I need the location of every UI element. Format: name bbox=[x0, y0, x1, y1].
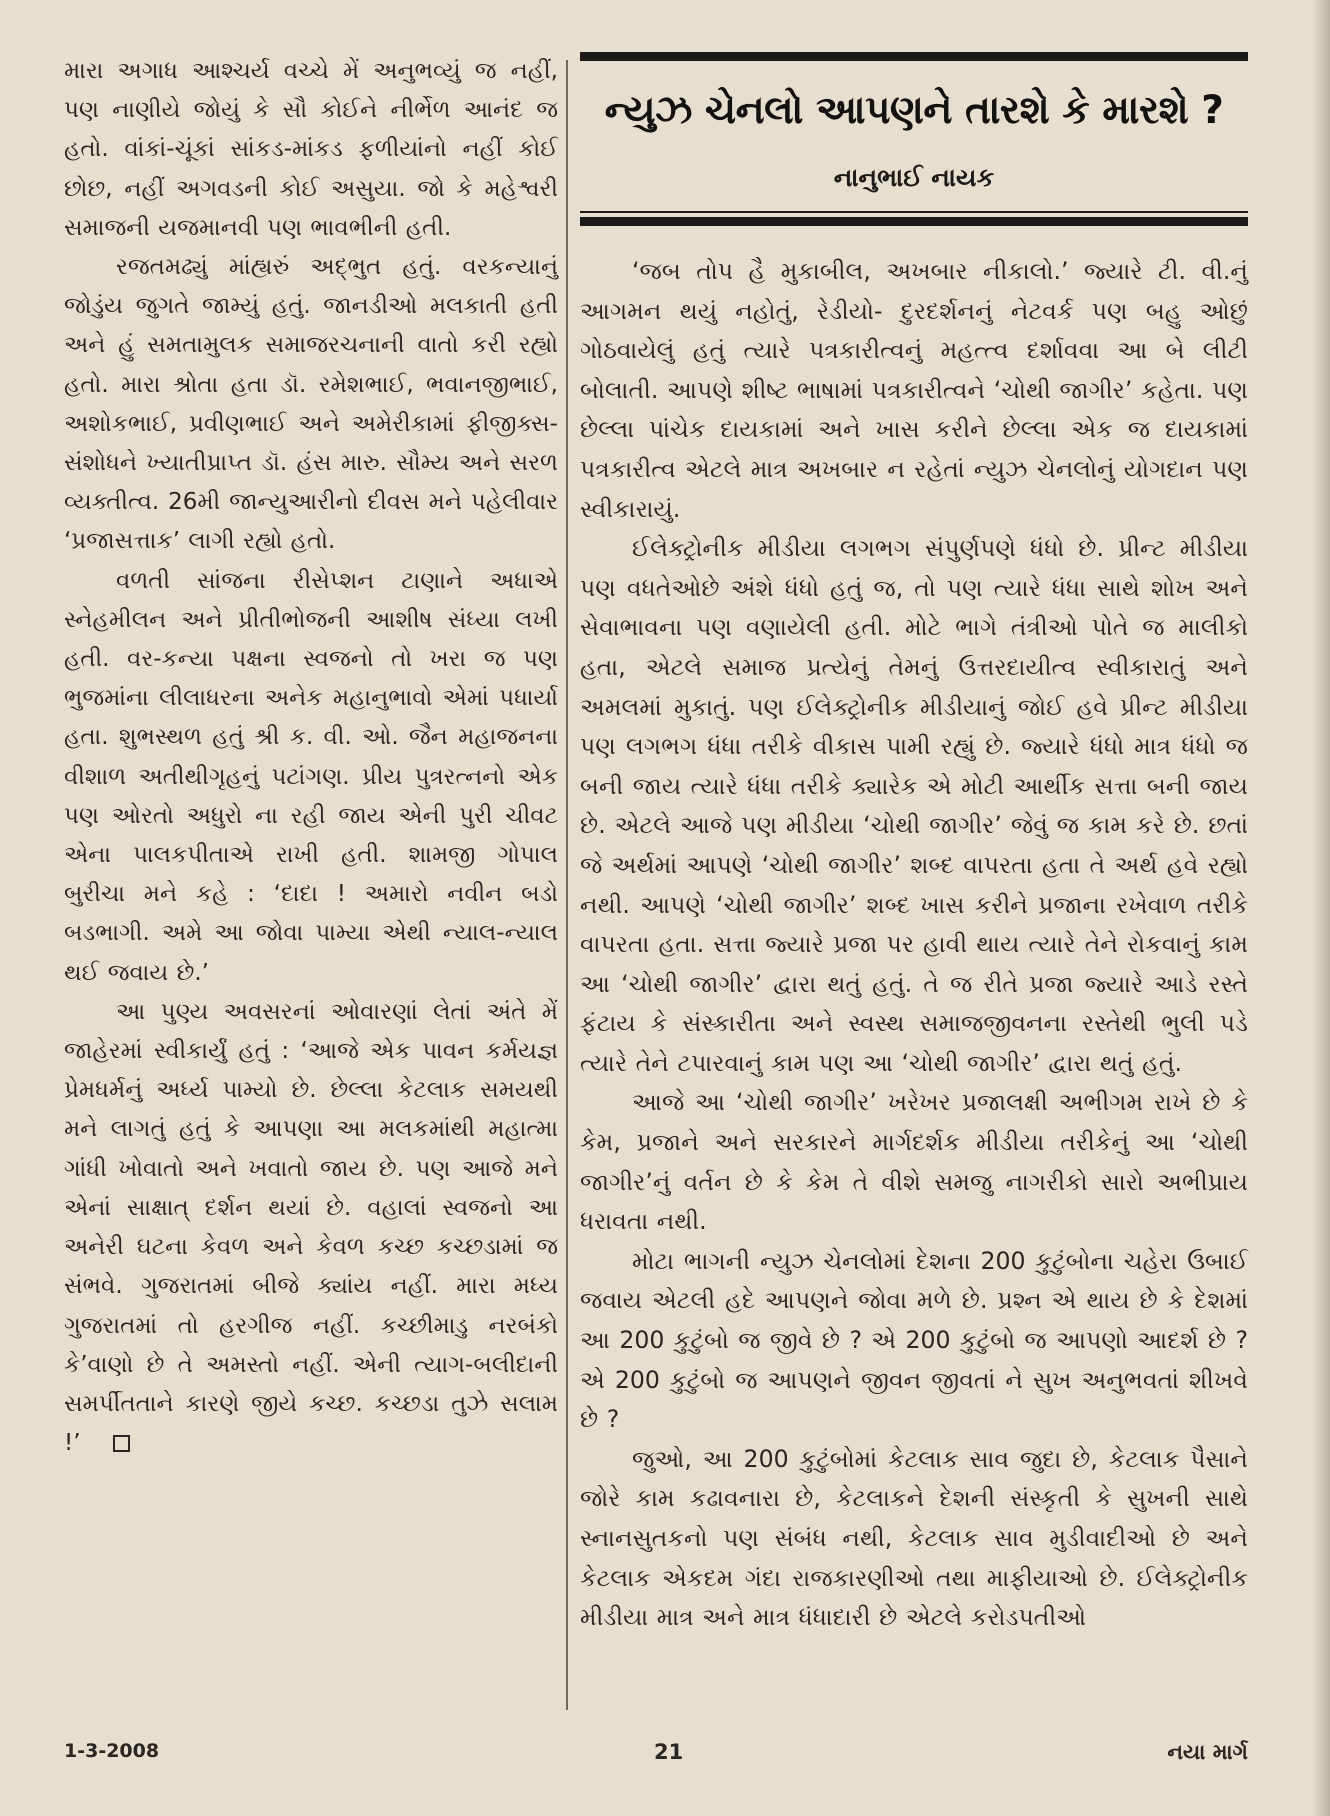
article-header-bottom-rule bbox=[580, 211, 1248, 226]
left-paragraph-4 bbox=[64, 993, 558, 1463]
article-paragraph-4: મોટા ભાગની ન્યુઝ ચેનલોમાં દેશના 200 કુટુંબોના ચહેરા ઉબાઈ જવાય એટલી હદે આપણને જોવા મળે છે. પ્રશ્ન એ થાય છે કે દેશમાં આ 200 કુટુંબો જ જીવે છે ? એ 200 કુટુંબો જ આપણો આદર્શ છે ? એ 200 કુટુંબો જ આપણને જીવન જીવતાં ને સુખ અનુભવતાં શીખવે છે ? bbox=[580, 1246, 1248, 1434]
page-footer bbox=[64, 1740, 1248, 1780]
thick-rule bbox=[580, 52, 1248, 61]
left-paragraph-3: વળતી સાંજના રીસેપ્શન ટાણાને અધાએ સ્નેહમીલન અને પ્રીતીભોજની આશીષ સંધ્યા લખી હતી. વર-કન્યા પક્ષના સ્વજનો તો ખરા જ પણ ભુજમાંના લીલાધરના અનેક મહાનુભાવો એમાં પધાર્યા હતા. શુભસ્થળ હતું શ્રી ક. વી. ઓ. જૈન મહાજનના વીશાળ અતીથીગૃહનું પટાંગણ. પ્રીય પુત્રરત્નનો એક પણ ઓરતો અધુરો ના રહી જાય એની પુરી ચીવટ એના પાલકપીતાએ રાખી હતી. શામજી ગોપાલ બુરીચા મને કહે : ‘દાદા ! અમારો નવીન બડો બડભાગી. અમે આ જોવા પામ્યા એથી ન્યાલ-ન્યાલ થઈ જવાય છે.’ bbox=[64, 567, 558, 986]
article-header-top-rule bbox=[580, 52, 1248, 61]
article-title: ન્યુઝ ચેનલો આપણને તારશે કે મારશે ? bbox=[604, 88, 1224, 133]
left-paragraph-2: રજતમઢ્યું માંહ્યરું અદ્ભુત હતું. વરકન્યાનું જોડુંય જુગતે જામ્યું હતું. જાનડીઓ મલકાતી હતી અને હું સમતામુલક સમાજરચનાની વાતો કરી રહ્યો હતો. મારા શ્રોતા હતા ડૉ. રમેશભાઈ, ભવાનજીભાઈ, અશોકભાઈ, પ્રવીણભાઈ અને અમેરીકામાં ફીજીક્સ-સંશોધને ખ્યાતીપ્રાપ્ત ડૉ. હંસ મારુ. સૌમ્ય અને સરળ વ્યક્તીત્વ. 26મી જાન્યુઆરીનો દીવસ મને પહેલીવાર ‘પ્રજાસત્તાક’ લાગી રહ્યો હતો. bbox=[64, 254, 558, 555]
article-paragraph-1: ‘જબ તોપ હૈ મુકાબીલ, અખબાર નીકાલો.’ જ્યારે ટી. વી.નું આગમન થયું નહોતું, રેડીયો- દુરદર્શનનું નેટવર્ક પણ બહુ ઓછું ગોઠવાયેલું હતું ત્યારે પત્રકારીત્વનું મહત્ત્વ દર્શાવવા આ બે લીટી બોલાતી. આપણે શીષ્ટ ભાષામાં પત્રકારીત્વને ‘ચોથી જાગીર’ કહેતા. પણ છેલ્લા પાંચેક દાયકામાં અને ખાસ કરીને છેલ્લા એક જ દાયકામાં પત્રકારીત્વ એટલે માત્ર અખબાર ન રહેતાં ન્યુઝ ચેનલોનું યોગદાન પણ સ્વીકારાયું. bbox=[580, 257, 1248, 523]
thin-rule bbox=[580, 211, 1248, 213]
left-column bbox=[64, 52, 558, 1463]
thick-rule bbox=[580, 217, 1248, 226]
article-paragraph-3: આજે આ ‘ચોથી જાગીર’ ખરેખર પ્રજાલક્ષી અભીગમ રાખે છે કે કેમ, પ્રજાને અને સરકારને માર્ગદર્શક મીડીયા તરીકેનું આ ‘ચોથી જાગીર’નું વર્તન છે કે કેમ તે વીશે સમજુ નાગરીકો સારો અભીપ્રાય ધરાવતા નથી. bbox=[580, 1088, 1248, 1236]
page-number: 21 bbox=[654, 1740, 684, 1764]
magazine-name: નયા માર્ગ bbox=[1167, 1740, 1248, 1764]
article-paragraph-5: જુઓ, આ 200 કુટુંબોમાં કેટલાક સાવ જુદા છે, કેટલાક પૈસાને જોરે કામ કઢાવનારા છે, કેટલાકને દેશની સંસ્કૃતી કે સુખની સાથે સ્નાનસુતકનો પણ સંબંધ નથી, કેટલાક સાવ મુડીવાદીઓ છે અને કેટલાક એકદમ ગંદા રાજકારણીઓ તથા માફીયાઓ છે. ઈલેક્ટ્રોનીક મીડીયા માત્ર અને માત્ર ધંધાદારી છે એટલે કરોડપતીઓ bbox=[580, 1444, 1248, 1632]
issue-date: 1-3-2008 bbox=[64, 1740, 160, 1762]
end-of-article-square-icon bbox=[113, 1435, 130, 1452]
column-divider bbox=[566, 60, 568, 1710]
right-column bbox=[580, 52, 1248, 1638]
left-paragraph-1: મારા અગાધ આશ્ચર્ય વચ્ચે મેં અનુભવ્યું જ નહીં, પણ નાણીયે જોયું કે સૌ કોઈને નીર્ભેળ આનંદ જ હતો. વાંકાં-ચૂંકાં સાંકડ-માંકડ ફળીયાંનો નહીં કોઈ છોછ, નહીં અગવડની કોઈ અસુયા. જો કે મહેશ્વરી સમાજની યજમાનવી પણ ભાવભીની હતી. bbox=[64, 58, 558, 241]
page-edge-shadow bbox=[1312, 0, 1330, 1816]
article-author: નાનુભાઈ નાયક bbox=[833, 163, 995, 192]
left-paragraph-4-text: આ પુણ્ય અવસરનાં ઓવારણાં લેતાં અંતે મેં જાહેરમાં સ્વીકાર્યું હતું : ‘આજે એક પાવન કર્મયજ્ઞ પ્રેમધર્મનું અર્ધ્ય પામ્યો છે. છેલ્લા કેટલાક સમયથી મને લાગતું હતું કે આપણા આ મલકમાંથી મહાત્મા ગાંધી ખોવાતો અને ખવાતો જાય છે. પણ આજે મને એનાં સાક્ષાત્ દર્શન થયાં છે. વહાલાં સ્વજનો આ અનેરી ઘટના કેવળ અને કેવળ કચ્છ કચ્છડામાં જ સંભવે. ગુજરાતમાં બીજે ક્યાંય નહીં. મારા મધ્ય ગુજરાતમાં તો હરગીજ નહીં. કચ્છીમાડુ નરબંકો કે’વાણો છે તે અમસ્તો નહીં. એની ત્યાગ-બલીદાની સમર્પીતતાને કારણે જીયે કચ્છ. કચ્છડા તુઝે સલામ !’ bbox=[64, 998, 558, 1457]
article-paragraph-2: ઈલેક્ટ્રોનીક મીડીયા લગભગ સંપુર્ણપણે ધંધો છે. પ્રીન્ટ મીડીયા પણ વધતેઓછે અંશે ધંધો હતું જ, તો પણ ત્યારે ધંધા સાથે શોખ અને સેવાભાવના પણ વણાયેલી હતી. મોટે ભાગે તંત્રીઓ પોતે જ માલીકો હતા, એટલે સમાજ પ્રત્યેનું તેમનું ઉત્તરદાયીત્વ સ્વીકારાતું અને અમલમાં મુકાતું. પણ ઈલેક્ટ્રોનીક મીડીયાનું જોઈ હવે પ્રીન્ટ મીડીયા પણ લગભગ ધંધા તરીકે વીકાસ પામી રહ્યું છે. જ્યારે ધંધો માત્ર ધંધો જ બની જાય ત્યારે ધંધા તરીકે ક્યારેક એ મોટી આર્થીક સત્તા બની જાય છે. એટલે આજે પણ મીડીયા ‘ચોથી જાગીર’ જેવું જ કામ કરે છે. છતાં જે અર્થમાં આપણે ‘ચોથી જાગીર’ શબ્દ વાપરતા હતા તે અર્થ હવે રહ્યો નથી. આપણે ‘ચોથી જાગીર’ શબ્દ ખાસ કરીને પ્રજાના રખેવાળ તરીકે વાપરતા હતા. સત્તા જ્યારે પ્રજા પર હાવી થાય ત્યારે તેને રોકવાનું કામ આ ‘ચોથી જાગીર’ દ્વારા થતું હતું. તે જ રીતે પ્રજા જ્યારે આડે રસ્તે ફંટાય કે સંસ્કારીતા અને સ્વસ્થ સમાજજીવનના રસ્તેથી ભુલી પડે ત્યારે તેને ટપારવાનું કામ પણ આ ‘ચોથી જાગીર’ દ્વારા થતું હતું. bbox=[580, 534, 1248, 1077]
